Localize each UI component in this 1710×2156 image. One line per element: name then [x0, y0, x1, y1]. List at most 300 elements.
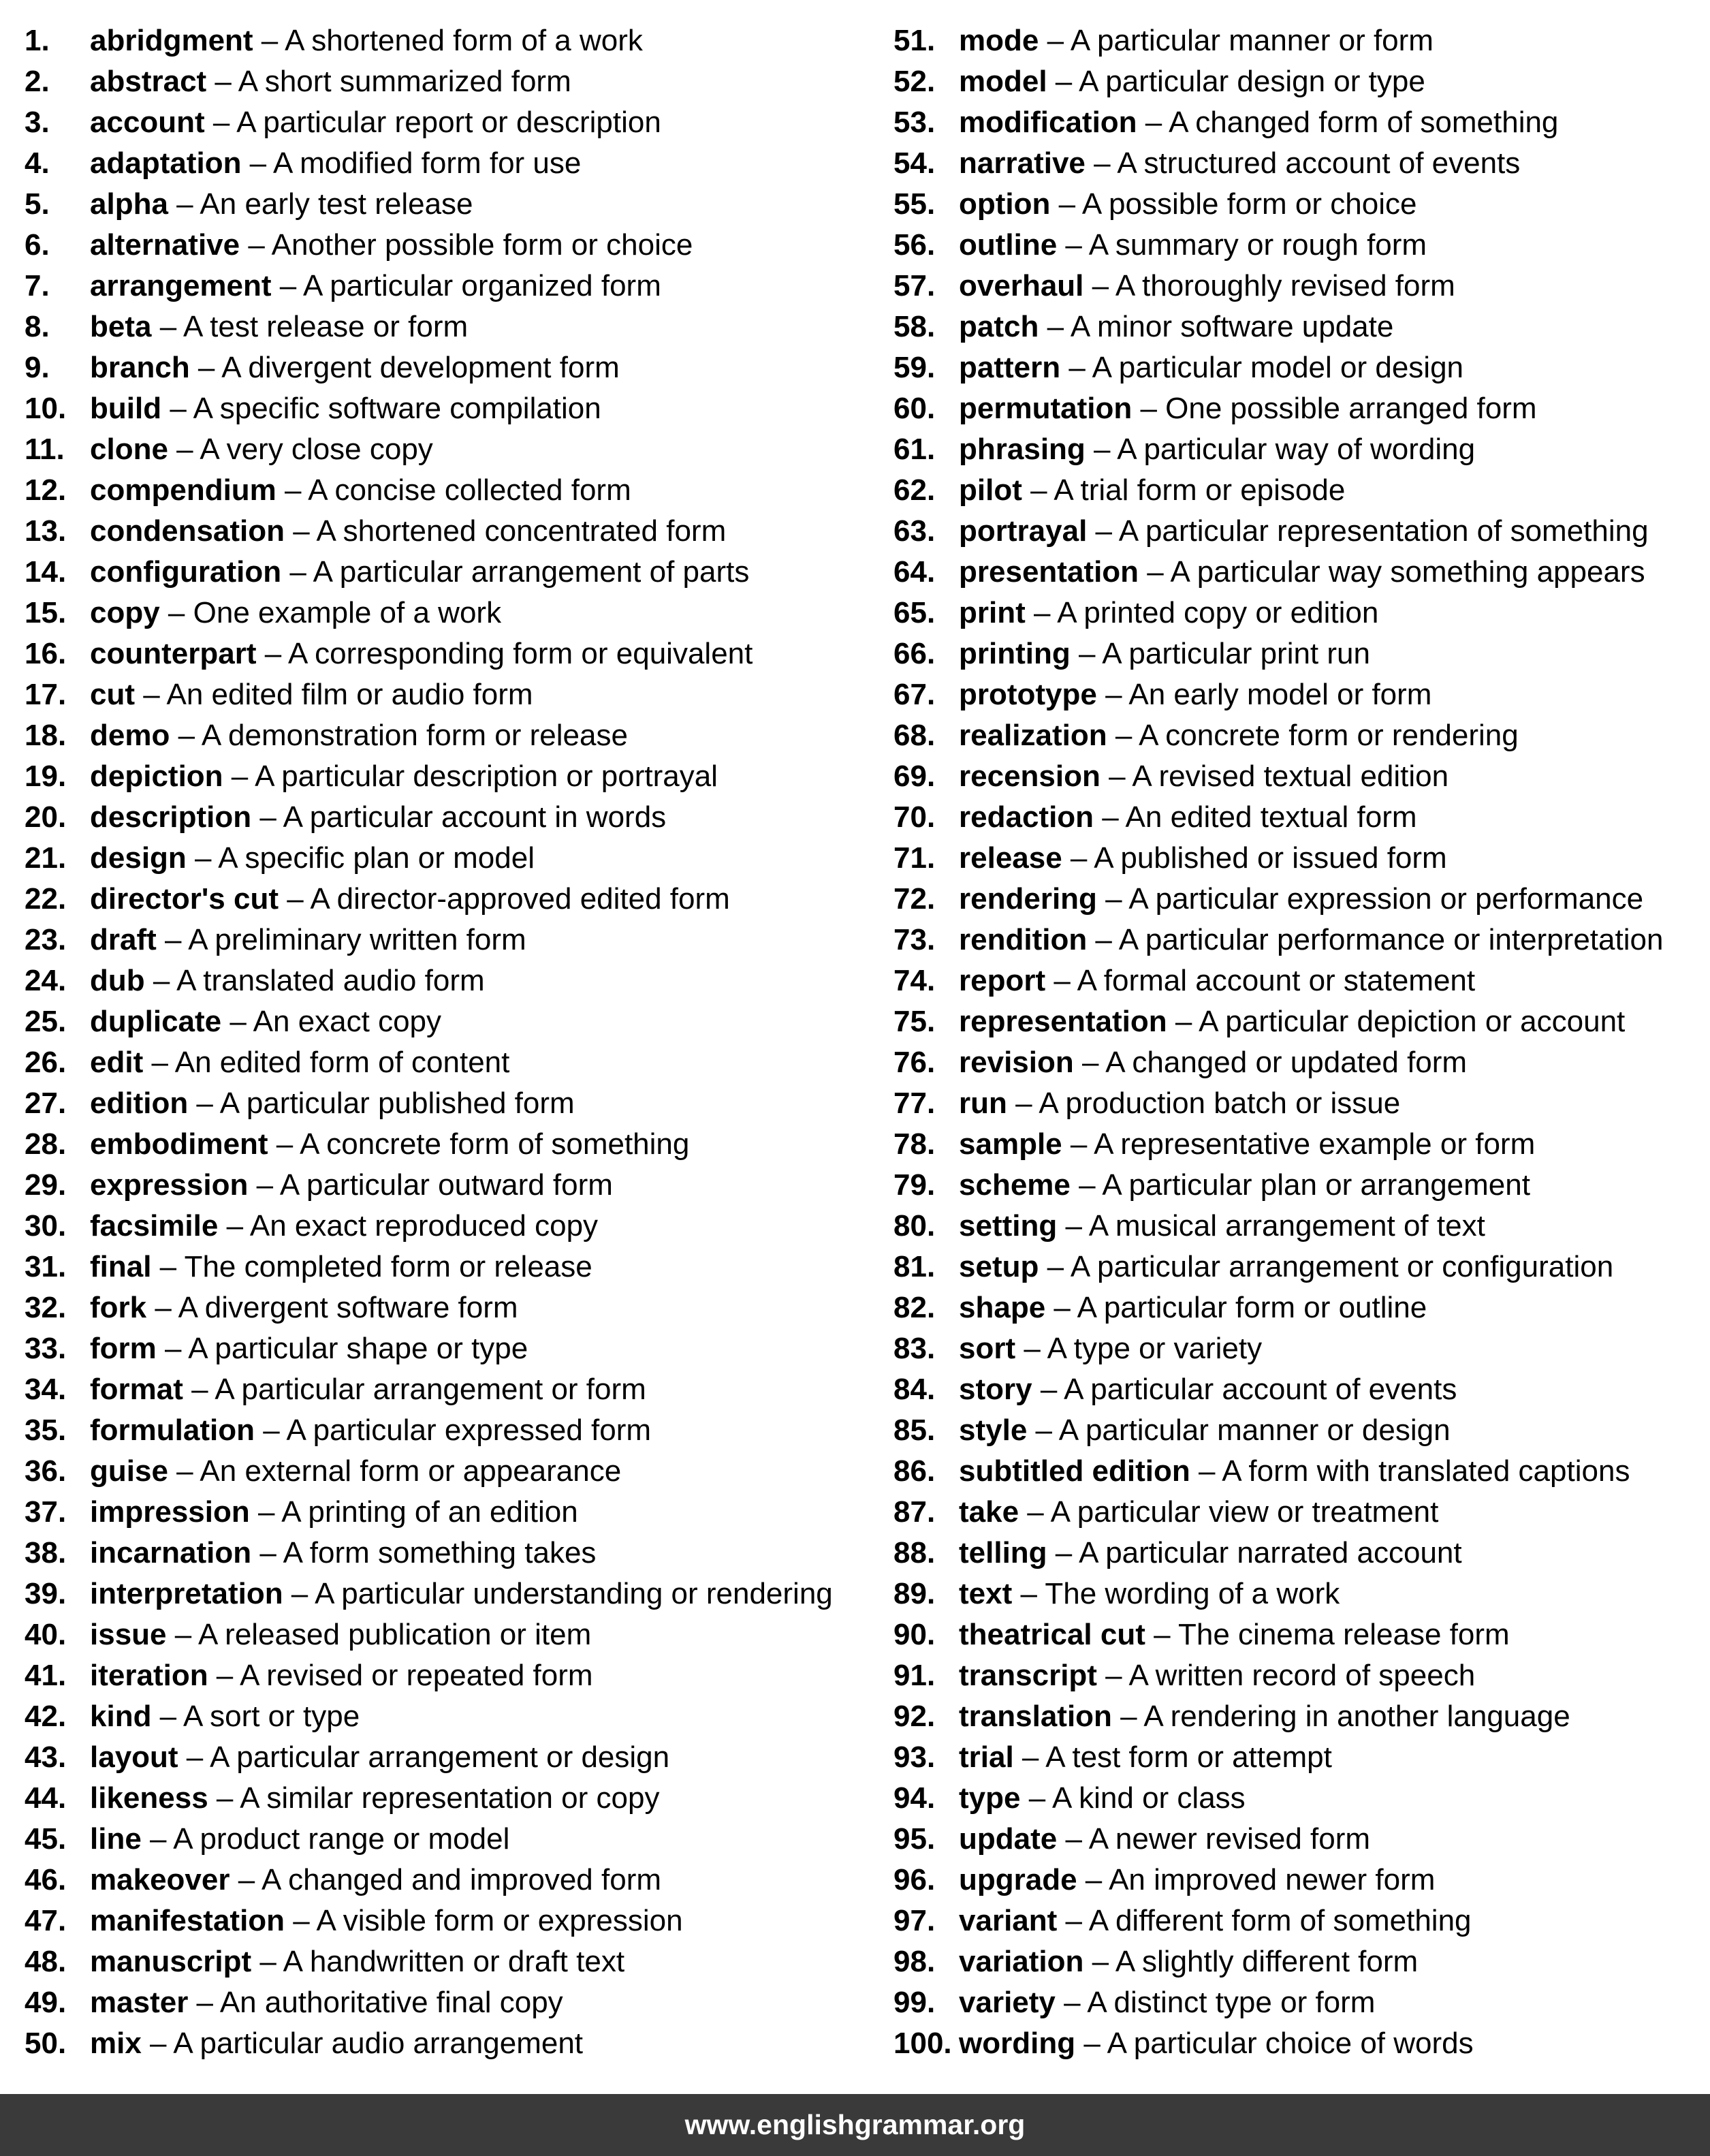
list-item — [25, 838, 869, 879]
item-term: presentation — [959, 555, 1139, 589]
item-number: 46. — [25, 1863, 67, 1896]
item-definition: A shortened concentrated form — [316, 514, 727, 548]
list-item — [25, 20, 869, 61]
item-number: 21. — [25, 841, 67, 875]
item-definition: An edited textual form — [1125, 800, 1417, 834]
item-term: formulation — [90, 1413, 255, 1447]
item-number: 67. — [893, 678, 936, 711]
list-item — [893, 1206, 1704, 1247]
item-number: 24. — [25, 964, 67, 997]
item-term: kind — [90, 1700, 152, 1733]
item-term: embodiment — [90, 1127, 268, 1161]
item-separator: – — [1087, 514, 1119, 548]
item-definition: A summary or rough form — [1088, 228, 1427, 262]
list-item — [893, 1083, 1704, 1124]
item-number: 6. — [25, 228, 50, 262]
item-separator: – — [1077, 1863, 1109, 1896]
item-term: sample — [959, 1127, 1062, 1161]
item-separator: – — [1020, 1781, 1052, 1815]
item-separator: – — [1094, 800, 1126, 834]
item-separator: – — [1070, 1168, 1103, 1202]
item-separator: – — [241, 146, 273, 180]
list-item — [893, 1655, 1704, 1696]
item-separator: – — [1045, 964, 1077, 997]
item-definition: A particular published form — [219, 1087, 575, 1120]
item-term: prototype — [959, 678, 1097, 711]
item-definition: A rendering in another language — [1143, 1700, 1570, 1733]
list-item — [25, 1778, 869, 1819]
item-definition: A particular arrangement or form — [215, 1373, 646, 1406]
item-term: clone — [90, 433, 168, 466]
item-term: outline — [959, 228, 1058, 262]
item-definition: One example of a work — [193, 596, 502, 629]
item-number: 55. — [893, 187, 936, 221]
item-separator: – — [285, 514, 317, 548]
item-separator: – — [1047, 1536, 1079, 1569]
word-list-left-column — [25, 20, 869, 2064]
item-separator: – — [204, 106, 237, 139]
list-item — [25, 1901, 869, 1941]
item-separator: – — [143, 1046, 175, 1079]
item-term: setting — [959, 1209, 1058, 1243]
item-term: iteration — [90, 1659, 208, 1692]
item-term: layout — [90, 1740, 178, 1774]
item-term: upgrade — [959, 1863, 1077, 1896]
item-number: 81. — [893, 1250, 936, 1283]
item-separator: – — [188, 1087, 220, 1120]
item-definition: A particular model or design — [1092, 351, 1464, 384]
item-separator: – — [156, 923, 189, 956]
item-definition: A particular description or portrayal — [255, 760, 718, 793]
item-term: overhaul — [959, 269, 1084, 302]
item-definition: A handwritten or draft text — [283, 1945, 625, 1978]
item-separator: – — [1047, 65, 1079, 98]
list-item — [893, 61, 1704, 102]
item-number: 41. — [25, 1659, 67, 1692]
list-item — [893, 1165, 1704, 1206]
item-number: 10. — [25, 392, 67, 425]
item-definition: An early test release — [200, 187, 473, 221]
item-separator: – — [1057, 228, 1089, 262]
list-item — [893, 1778, 1704, 1819]
list-item — [893, 674, 1704, 715]
item-definition: A particular arrangement or configuration — [1070, 1250, 1614, 1283]
item-number: 78. — [893, 1127, 936, 1161]
item-term: impression — [90, 1495, 250, 1529]
item-definition: An external form or appearance — [200, 1454, 622, 1488]
item-number: 25. — [25, 1005, 67, 1038]
item-definition: A test release or form — [183, 310, 469, 343]
list-item — [893, 1287, 1704, 1328]
item-separator: – — [1025, 596, 1058, 629]
item-number: 44. — [25, 1781, 67, 1815]
item-separator: – — [1019, 1495, 1051, 1529]
list-item — [25, 1574, 869, 1614]
item-definition: A particular design or type — [1079, 65, 1425, 98]
list-item — [893, 593, 1704, 634]
item-term: manuscript — [90, 1945, 252, 1978]
item-separator: – — [1075, 2027, 1107, 2060]
item-number: 89. — [893, 1577, 936, 1610]
item-term: director's cut — [90, 882, 279, 916]
item-term: makeover — [90, 1863, 230, 1896]
list-item — [25, 1941, 869, 1982]
list-item — [893, 20, 1704, 61]
item-number: 47. — [25, 1904, 67, 1937]
item-term: theatrical cut — [959, 1618, 1145, 1651]
item-term: run — [959, 1087, 1007, 1120]
item-number: 100. — [893, 2027, 952, 2060]
list-item — [893, 1410, 1704, 1451]
item-term: variation — [959, 1945, 1084, 1978]
item-number: 71. — [893, 841, 936, 875]
list-item — [25, 61, 869, 102]
item-separator: – — [146, 1291, 178, 1324]
item-number: 52. — [893, 65, 936, 98]
item-number: 56. — [893, 228, 936, 262]
list-item — [25, 960, 869, 1001]
item-number: 93. — [893, 1740, 936, 1774]
list-item — [25, 388, 869, 429]
item-separator: – — [1057, 1904, 1089, 1937]
item-definition: A director-approved edited form — [310, 882, 730, 916]
item-number: 36. — [25, 1454, 67, 1488]
list-item — [893, 1860, 1704, 1901]
list-item — [25, 470, 869, 511]
list-item — [893, 1819, 1704, 1860]
item-definition: A production batch or issue — [1039, 1087, 1401, 1120]
list-item — [893, 347, 1704, 388]
item-separator: – — [178, 1740, 210, 1774]
item-term: facsimile — [90, 1209, 219, 1243]
item-definition: A printed copy or edition — [1057, 596, 1379, 629]
item-number: 29. — [25, 1168, 67, 1202]
item-number: 20. — [25, 800, 67, 834]
footer-url[interactable]: www.englishgrammar.org — [684, 2109, 1026, 2140]
list-item — [25, 1982, 869, 2023]
list-item — [893, 756, 1704, 797]
item-number: 64. — [893, 555, 936, 589]
item-term: representation — [959, 1005, 1167, 1038]
item-number: 19. — [25, 760, 67, 793]
item-definition: A particular expression or performance — [1128, 882, 1644, 916]
list-item — [25, 634, 869, 674]
list-item — [25, 674, 869, 715]
item-definition: A different form of something — [1088, 1904, 1472, 1937]
item-definition: An exact reproduced copy — [249, 1209, 599, 1243]
item-definition: A revised textual edition — [1132, 760, 1449, 793]
item-definition: A particular narrated account — [1079, 1536, 1462, 1569]
list-item — [893, 1533, 1704, 1574]
list-item — [25, 102, 869, 143]
item-term: subtitled edition — [959, 1454, 1190, 1488]
item-definition: A printing of an edition — [281, 1495, 578, 1529]
item-definition: A revised or repeated form — [240, 1659, 593, 1692]
item-term: mode — [959, 24, 1039, 57]
item-separator: – — [1060, 351, 1092, 384]
item-term: type — [959, 1781, 1021, 1815]
item-separator: – — [1096, 882, 1129, 916]
item-definition: A particular arrangement or design — [210, 1740, 670, 1774]
item-separator: – — [253, 24, 285, 57]
item-term: issue — [90, 1618, 167, 1651]
list-item — [893, 102, 1704, 143]
list-item — [893, 1982, 1704, 2023]
list-item — [893, 1124, 1704, 1165]
list-item — [893, 960, 1704, 1001]
item-separator: – — [240, 228, 272, 262]
item-separator: – — [161, 392, 193, 425]
list-item — [25, 1083, 869, 1124]
item-term: condensation — [90, 514, 285, 548]
item-separator: – — [1062, 1127, 1094, 1161]
item-separator: – — [156, 1332, 189, 1365]
item-definition: An exact copy — [253, 1005, 442, 1038]
item-term: rendering — [959, 882, 1097, 916]
item-number: 62. — [893, 473, 936, 507]
list-item — [893, 715, 1704, 756]
item-number: 51. — [893, 24, 936, 57]
item-definition: A product range or model — [173, 1822, 510, 1856]
item-number: 33. — [25, 1332, 67, 1365]
list-item — [25, 1287, 869, 1328]
list-item — [893, 1247, 1704, 1287]
item-number: 22. — [25, 882, 67, 916]
footer-bar — [0, 2094, 1710, 2156]
item-number: 88. — [893, 1536, 936, 1569]
item-term: story — [959, 1373, 1032, 1406]
list-item — [893, 920, 1704, 960]
list-item — [893, 1001, 1704, 1042]
item-definition: A particular performance or interpretation — [1118, 923, 1664, 956]
item-term: compendium — [90, 473, 276, 507]
list-item — [893, 307, 1704, 347]
item-separator: – — [1167, 1005, 1199, 1038]
item-number: 32. — [25, 1291, 67, 1324]
item-term: print — [959, 596, 1026, 629]
item-definition: A released publication or item — [198, 1618, 592, 1651]
item-number: 40. — [25, 1618, 67, 1651]
list-item — [25, 225, 869, 266]
item-term: counterpart — [90, 637, 257, 670]
item-term: final — [90, 1250, 152, 1283]
item-separator: – — [251, 1945, 283, 1978]
item-number: 76. — [893, 1046, 936, 1079]
list-item — [25, 266, 869, 307]
item-number: 90. — [893, 1618, 936, 1651]
list-item — [25, 1533, 869, 1574]
item-number: 91. — [893, 1659, 936, 1692]
item-number: 50. — [25, 2027, 67, 2060]
item-number: 38. — [25, 1536, 67, 1569]
list-item — [893, 1737, 1704, 1778]
item-number: 8. — [25, 310, 50, 343]
item-separator: – — [1107, 719, 1139, 752]
list-item — [893, 797, 1704, 838]
item-term: likeness — [90, 1781, 208, 1815]
item-term: release — [959, 841, 1062, 875]
item-number: 5. — [25, 187, 50, 221]
item-definition: An improved newer form — [1109, 1863, 1436, 1896]
item-separator: – — [206, 65, 238, 98]
list-item — [893, 470, 1704, 511]
item-definition: A very close copy — [200, 433, 433, 466]
item-separator: – — [1039, 1250, 1071, 1283]
list-item — [25, 593, 869, 634]
item-definition: A changed form of something — [1169, 106, 1559, 139]
list-item — [25, 1655, 869, 1696]
item-separator: – — [208, 1781, 240, 1815]
item-definition: A test form or attempt — [1045, 1740, 1332, 1774]
item-term: patch — [959, 310, 1039, 343]
item-number: 30. — [25, 1209, 67, 1243]
item-number: 31. — [25, 1250, 67, 1283]
item-definition: A shortened form of a work — [285, 24, 643, 57]
item-term: update — [959, 1822, 1058, 1856]
list-item — [893, 552, 1704, 593]
item-separator: – — [249, 1495, 282, 1529]
item-number: 86. — [893, 1454, 936, 1488]
item-definition: A structured account of events — [1117, 146, 1521, 180]
item-separator: – — [1083, 269, 1115, 302]
item-term: manifestation — [90, 1904, 285, 1937]
list-item — [25, 1860, 869, 1901]
item-separator: – — [151, 310, 183, 343]
item-term: take — [959, 1495, 1019, 1529]
item-number: 84. — [893, 1373, 936, 1406]
item-definition: A newer revised form — [1088, 1822, 1371, 1856]
item-number: 83. — [893, 1332, 936, 1365]
item-number: 16. — [25, 637, 67, 670]
item-term: redaction — [959, 800, 1094, 834]
item-separator: – — [1085, 433, 1118, 466]
list-item — [25, 797, 869, 838]
list-item — [25, 1451, 869, 1492]
item-number: 87. — [893, 1495, 936, 1529]
item-number: 73. — [893, 923, 936, 956]
item-definition: A specific plan or model — [218, 841, 535, 875]
item-separator: – — [248, 1168, 280, 1202]
item-definition: A particular outward form — [279, 1168, 613, 1202]
item-term: edit — [90, 1046, 144, 1079]
item-definition: A particular way something appears — [1170, 555, 1645, 589]
item-separator: – — [1039, 310, 1071, 343]
list-item — [893, 184, 1704, 225]
item-separator: – — [271, 269, 304, 302]
list-item — [25, 1124, 869, 1165]
item-number: 9. — [25, 351, 50, 384]
list-item — [893, 838, 1704, 879]
item-separator: – — [1007, 1087, 1039, 1120]
list-item — [893, 143, 1704, 184]
list-item — [893, 1328, 1704, 1369]
item-definition: A form with translated captions — [1222, 1454, 1630, 1488]
item-definition: A demonstration form or release — [201, 719, 628, 752]
item-definition: A particular audio arrangement — [173, 2027, 584, 2060]
item-definition: A possible form or choice — [1081, 187, 1417, 221]
item-separator: – — [1111, 1700, 1144, 1733]
item-separator: – — [1073, 1046, 1106, 1079]
item-number: 74. — [893, 964, 936, 997]
item-separator: – — [221, 1005, 253, 1038]
item-number: 12. — [25, 473, 67, 507]
item-separator: – — [170, 719, 202, 752]
list-item — [25, 1206, 869, 1247]
item-separator: – — [1070, 637, 1103, 670]
item-number: 58. — [893, 310, 936, 343]
item-separator: – — [1096, 1659, 1129, 1692]
item-definition: A divergent development form — [221, 351, 620, 384]
item-definition: A published or issued form — [1094, 841, 1447, 875]
item-number: 48. — [25, 1945, 67, 1978]
item-definition: A sort or type — [183, 1700, 360, 1733]
item-term: edition — [90, 1087, 189, 1120]
item-term: duplicate — [90, 1005, 222, 1038]
item-definition: The cinema release form — [1178, 1618, 1510, 1651]
list-item — [25, 552, 869, 593]
item-definition: Another possible form or choice — [271, 228, 693, 262]
item-separator: – — [1139, 555, 1171, 589]
item-term: alpha — [90, 187, 168, 221]
list-item — [25, 1328, 869, 1369]
item-separator: – — [283, 1577, 315, 1610]
item-term: phrasing — [959, 433, 1086, 466]
item-term: copy — [90, 596, 160, 629]
item-definition: A particular account of events — [1064, 1373, 1457, 1406]
item-term: master — [90, 1986, 189, 2019]
item-definition: A particular expressed form — [286, 1413, 652, 1447]
item-number: 96. — [893, 1863, 936, 1896]
item-separator: – — [1012, 1577, 1045, 1610]
item-term: translation — [959, 1700, 1112, 1733]
item-term: report — [959, 964, 1046, 997]
item-term: arrangement — [90, 269, 272, 302]
list-item — [893, 1451, 1704, 1492]
list-item — [25, 1819, 869, 1860]
list-item — [25, 1001, 869, 1042]
item-term: description — [90, 800, 252, 834]
list-item — [25, 1737, 869, 1778]
item-number: 53. — [893, 106, 936, 139]
item-term: draft — [90, 923, 157, 956]
item-number: 49. — [25, 1986, 67, 2019]
item-term: format — [90, 1373, 183, 1406]
item-number: 54. — [893, 146, 936, 180]
item-definition: A concise collected form — [308, 473, 631, 507]
item-separator: – — [285, 1904, 317, 1937]
item-number: 1. — [25, 24, 50, 57]
item-definition: A translated audio form — [176, 964, 485, 997]
item-definition: A particular report or description — [236, 106, 661, 139]
item-definition: A changed or updated form — [1105, 1046, 1468, 1079]
item-definition: A particular organized form — [303, 269, 661, 302]
item-term: cut — [90, 678, 135, 711]
item-definition: A particular arrangement of parts — [313, 555, 750, 589]
item-separator: – — [1022, 473, 1054, 507]
list-item — [25, 184, 869, 225]
item-definition: A corresponding form or equivalent — [287, 637, 753, 670]
item-definition: A particular account in words — [283, 800, 667, 834]
item-number: 57. — [893, 269, 936, 302]
item-number: 17. — [25, 678, 67, 711]
item-number: 4. — [25, 146, 50, 180]
item-term: permutation — [959, 392, 1133, 425]
item-definition: A concrete form or rendering — [1139, 719, 1519, 752]
list-item — [25, 143, 869, 184]
list-item — [893, 1614, 1704, 1655]
item-separator: – — [1039, 24, 1071, 57]
item-number: 82. — [893, 1291, 936, 1324]
